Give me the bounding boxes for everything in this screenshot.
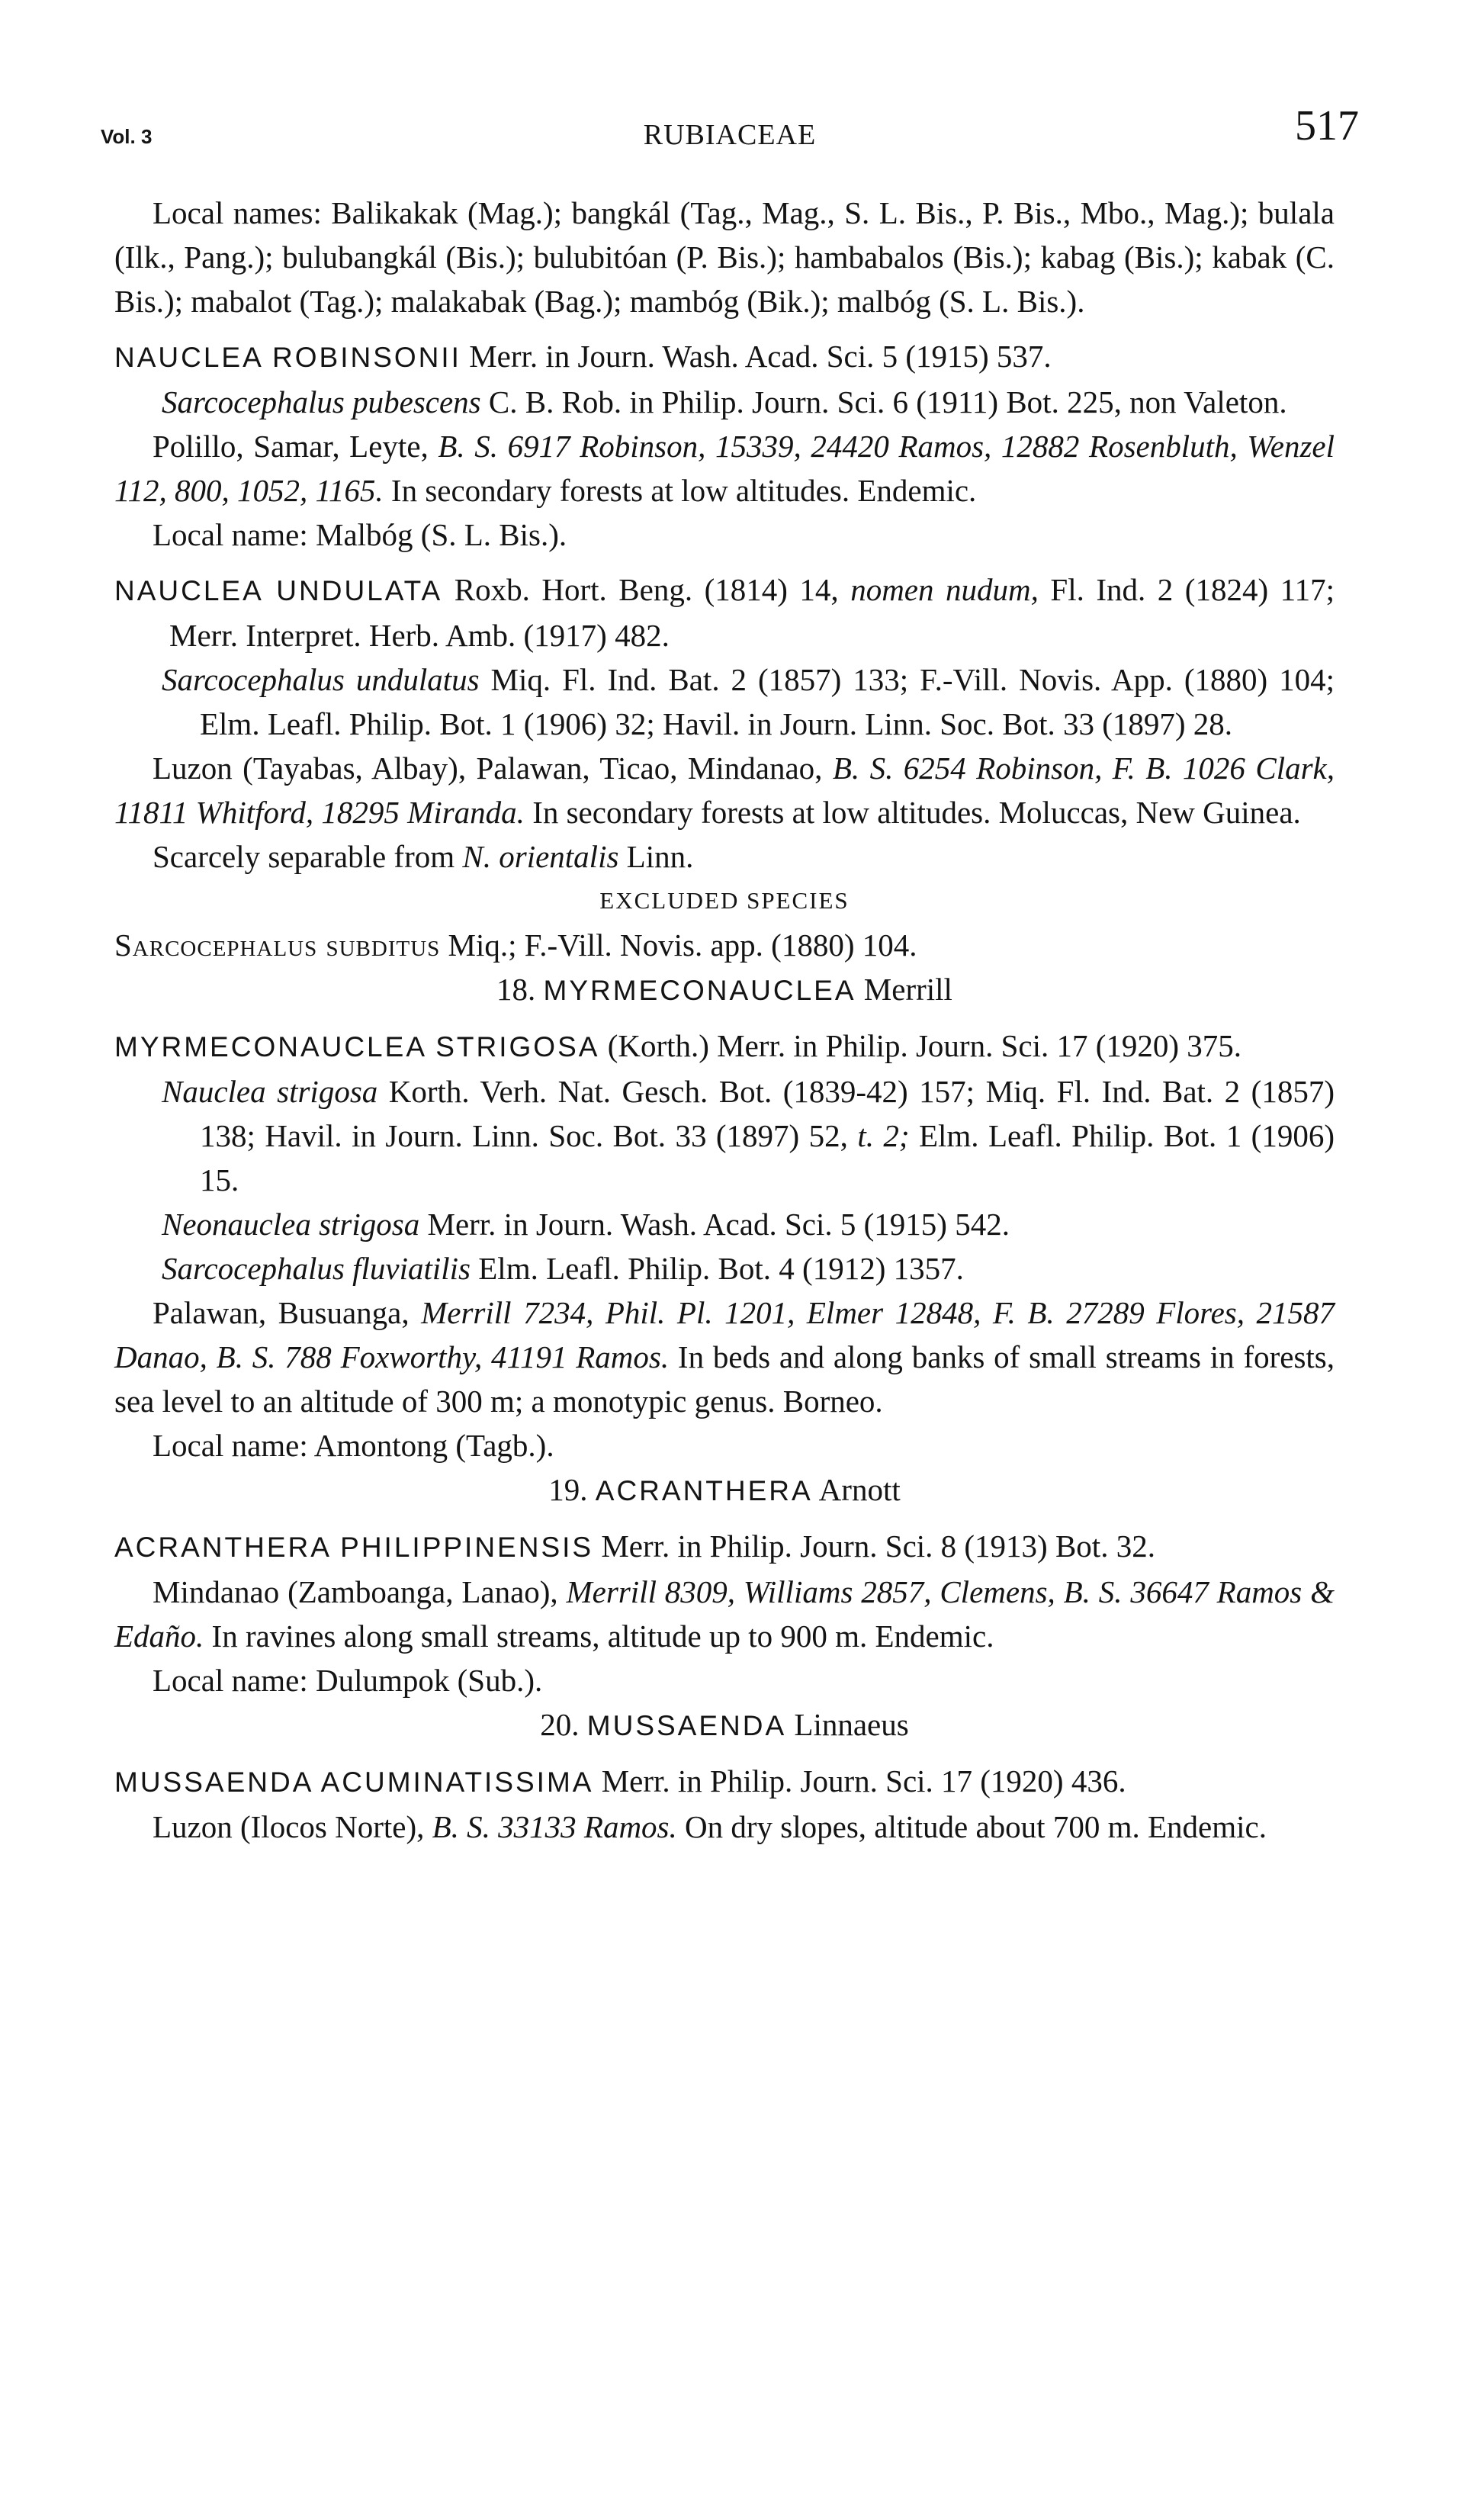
volume-label: Vol. 3: [101, 125, 153, 148]
collector-list: B. S. 33133 Ramos.: [432, 1809, 677, 1844]
species-name: NAUCLEA ROBINSONII: [114, 342, 461, 373]
synonym-name: Sarcocephalus pubescens: [162, 384, 481, 420]
collector-list: Merrill 8309, Williams 2857, Clemens, B. S. 36647 Ramos & Edaño.: [114, 1574, 1335, 1654]
genus-name: MUSSAENDA: [586, 1710, 787, 1741]
species-acranthera-philippinensis: ACRANTHERA PHILIPPINENSIS Merr. in Philip. Journ. Sci. 8 (1913) Bot. 32.: [114, 1529, 1155, 1564]
local-name-paragraph: Local name: Dulumpok (Sub.).: [153, 1663, 543, 1698]
collector-list: B. S. 6254 Robinson, F. B. 1026 Clark, 11811 Whitford, 18295 Miranda.: [114, 751, 1335, 830]
synonym-paragraph: Nauclea strigosa Korth. Verh. Nat. Gesch. Bot. (1839-42) 157; Miq. Fl. Ind. Bat. 2 (1857) 138; Havil. in Journ. Linn. Soc. Bot. 33 (1897) 52, t. 2; Elm. Leafl. Philip. Bot. 1 (1906) 15.: [162, 1074, 1335, 1197]
collector-list: Merrill 7234, Phil. Pl. 1201, Elmer 12848, F. B. 27289 Flores, 21587 Danao, B. S. 788 Foxworthy, 41191 Ramos.: [114, 1295, 1335, 1374]
excluded-species-entry: Sarcocephalus subditus Miq.; F.-Vill. Novis. app. (1880) 104.: [114, 927, 917, 963]
species-nauclea-robinsonii: NAUCLEA ROBINSONII Merr. in Journ. Wash. Acad. Sci. 5 (1915) 537.: [114, 339, 1052, 374]
specimens-paragraph: Polillo, Samar, Leyte, B. S. 6917 Robinson, 15339, 24420 Ramos, 12882 Rosenbluth, Wenzel 112, 800, 1052, 1165. In secondary forests at low altitudes. Endemic.: [114, 429, 1335, 508]
genus-heading-myrmeconauclea: 18. MYRMECONAUCLEA Merrill: [496, 972, 952, 1007]
synonym-paragraph: Sarcocephalus pubescens C. B. Rob. in Philip. Journ. Sci. 6 (1911) Bot. 225, non Valeton.: [162, 384, 1287, 420]
note-paragraph: Scarcely separable from N. orientalis Linn.: [153, 839, 694, 874]
specimens-paragraph: Palawan, Busuanga, Merrill 7234, Phil. Pl. 1201, Elmer 12848, F. B. 27289 Flores, 21587 Danao, B. S. 788 Foxworthy, 41191 Ramos. In beds and along banks of small streams in forests, sea level to an altitude of 300 m; a monotypic genus. Borneo.: [114, 1295, 1335, 1419]
synonym-name: Sarcocephalus fluviatilis: [162, 1251, 471, 1286]
excluded-species-heading: EXCLUDED SPECIES: [599, 887, 850, 914]
species-name: MUSSAENDA ACUMINATISSIMA: [114, 1766, 594, 1798]
genus-heading-mussaenda: 20. MUSSAENDA Linnaeus: [540, 1707, 909, 1742]
specimens-paragraph: Mindanao (Zamboanga, Lanao), Merrill 8309, Williams 2857, Clemens, B. S. 36647 Ramos & Edaño. In ravines along small streams, altitude up to 900 m. Endemic.: [114, 1574, 1335, 1654]
synonym-name: Nauclea strigosa: [162, 1074, 378, 1109]
species-name: NAUCLEA UNDULATA: [114, 575, 443, 606]
genus-name: MYRMECONAUCLEA: [543, 975, 856, 1006]
specimens-paragraph: Luzon (Ilocos Norte), B. S. 33133 Ramos. On dry slopes, altitude about 700 m. Endemic.: [153, 1809, 1267, 1844]
synonym-paragraph: Sarcocephalus undulatus Miq. Fl. Ind. Bat. 2 (1857) 133; F.-Vill. Novis. App. (1880) 104; Elm. Leafl. Philip. Bot. 1 (1906) 32; Havil. in Journ. Linn. Soc. Bot. 33 (1897) 28.: [162, 662, 1335, 741]
page-body: [114, 191, 1335, 1849]
local-names-paragraph: Local names: Balikakak (Mag.); bangkál (Tag., Mag., S. L. Bis., P. Bis., Mbo., Mag.); bulala (Ilk., Pang.); bulubangkál (Bis.); bulubitóan (P. Bis.); hambabalos (Bis.); kabag (Bis.); kabak (C. Bis.); mabalot (Tag.); malakabak (Bag.); mambóg (Bik.); malbóg (S. L. Bis.).: [114, 195, 1335, 319]
genus-heading-acranthera: 19. ACRANTHERA Arnott: [548, 1472, 901, 1507]
local-name-paragraph: Local name: Malbóg (S. L. Bis.).: [153, 517, 567, 552]
synonym-name: Neonauclea strigosa: [162, 1207, 420, 1242]
species-nauclea-undulata: NAUCLEA UNDULATA Roxb. Hort. Beng. (1814) 14, nomen nudum, Fl. Ind. 2 (1824) 117; Merr. Interpret. Herb. Amb. (1917) 482.: [114, 572, 1335, 653]
species-mussaenda-acuminatissima: MUSSAENDA ACUMINATISSIMA Merr. in Philip. Journ. Sci. 17 (1920) 436.: [114, 1763, 1126, 1799]
species-name: MYRMECONAUCLEA STRIGOSA: [114, 1031, 600, 1062]
synonym-name: Sarcocephalus undulatus: [162, 662, 480, 697]
species-name: ACRANTHERA PHILIPPINENSIS: [114, 1532, 594, 1563]
species-name: Sarcocephalus subditus: [114, 927, 441, 963]
specimens-paragraph: Luzon (Tayabas, Albay), Palawan, Ticao, Mindanao, B. S. 6254 Robinson, F. B. 1026 Clark, 11811 Whitford, 18295 Miranda. In secondary forests at low altitudes. Moluccas, New Guinea.: [114, 751, 1335, 830]
synonym-paragraph: Sarcocephalus fluviatilis Elm. Leafl. Philip. Bot. 4 (1912) 1357.: [162, 1251, 964, 1286]
local-name-paragraph: Local name: Amontong (Tagb.).: [153, 1428, 554, 1463]
genus-name: ACRANTHERA: [595, 1475, 813, 1506]
page-header: [101, 102, 1359, 168]
synonym-paragraph: Neonauclea strigosa Merr. in Journ. Wash. Acad. Sci. 5 (1915) 542.: [162, 1207, 1010, 1242]
collector-list: B. S. 6917 Robinson, 15339, 24420 Ramos, 12882 Rosenbluth, Wenzel 112, 800, 1052, 1165.: [114, 429, 1335, 508]
species-myrmeconauclea-strigosa: MYRMECONAUCLEA STRIGOSA (Korth.) Merr. in Philip. Journ. Sci. 17 (1920) 375.: [114, 1028, 1242, 1063]
page-number: 517: [1295, 102, 1359, 149]
running-title: RUBIACEAE: [643, 119, 817, 151]
